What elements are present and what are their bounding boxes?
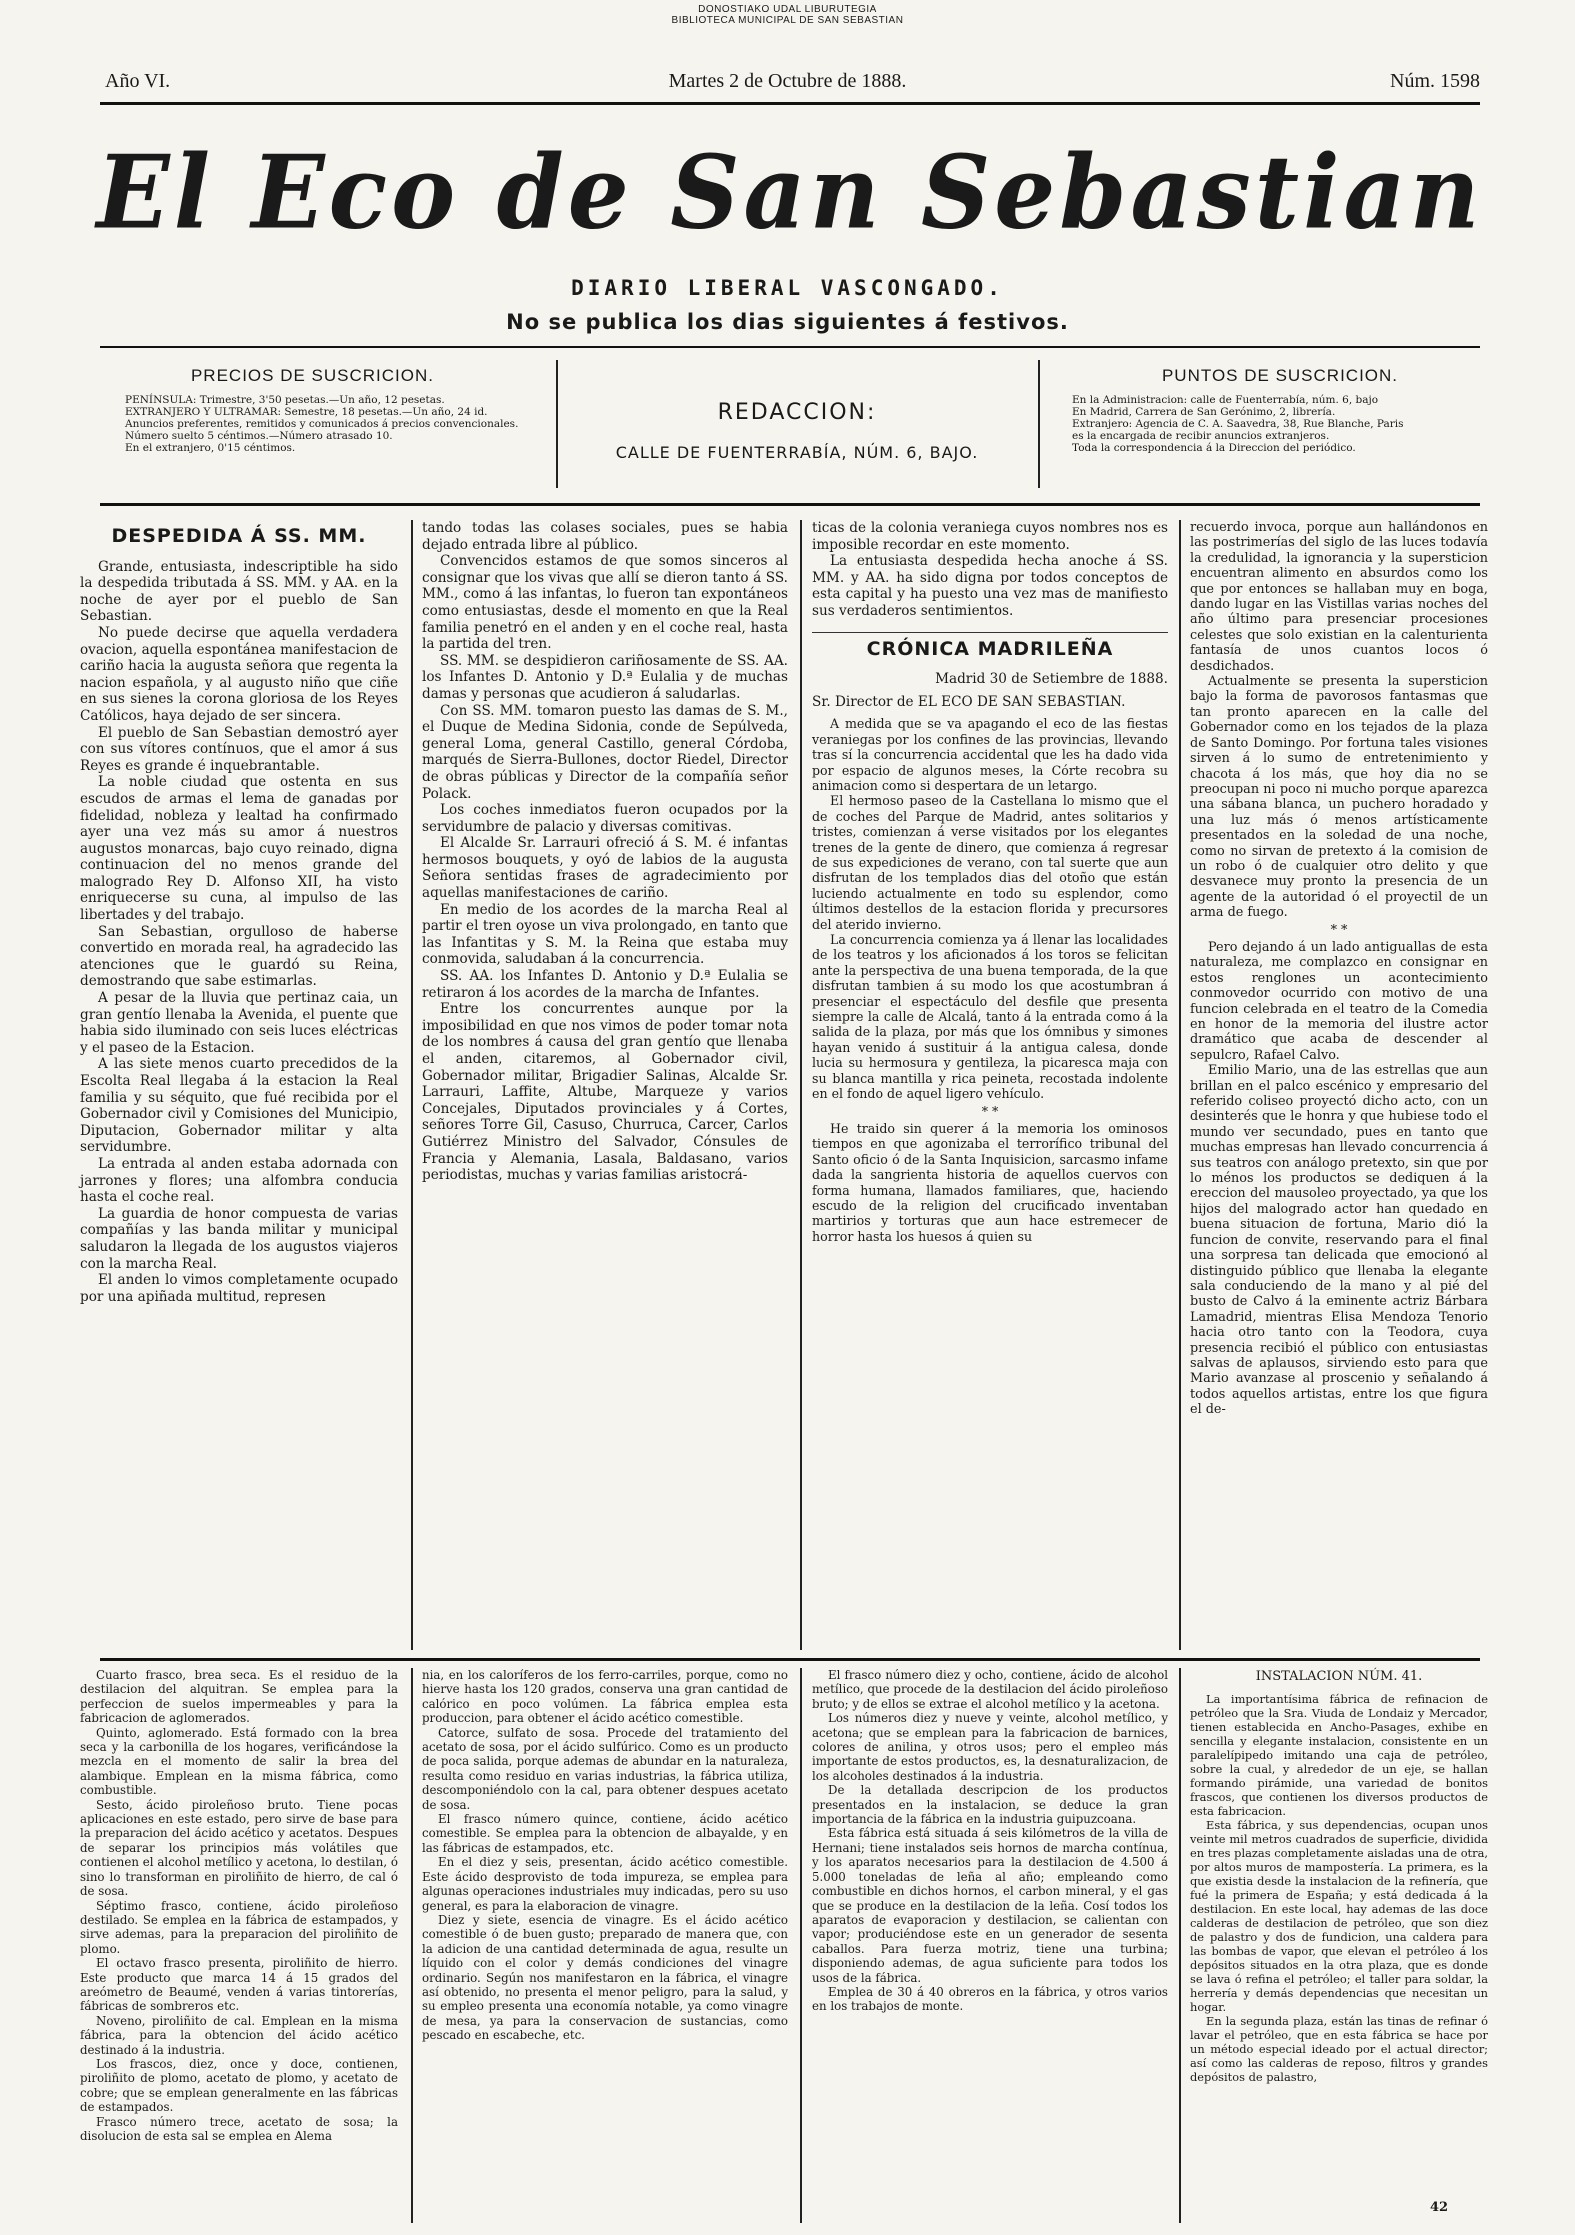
section-separator: * * bbox=[1330, 922, 1348, 938]
paragraph: A pesar de la lluvia que pertinaz caia, un gran gentío llenaba la Avenida, el puente que habia sido iluminado con seis luces eléctricas y el paseo de la Estacion. bbox=[80, 990, 398, 1056]
paragraph: Pero dejando á un lado antiguallas de esta naturaleza, me complazco en consignar en estos renglones un acontecimiento conmovedor ocurrido con motivo de una funcion celebrada en el teatro de la Comedia en honor de la memoria del ilustre actor dramático que acaba de descender al sepulcro, Rafael Calvo. bbox=[1190, 939, 1488, 1063]
paragraph: Los frascos, diez, once y doce, contienen, piroliñito de plomo, acetato de plomo, y acetato de cobre; que se emplean generalmente en las fábricas de estampados. bbox=[80, 2056, 398, 2115]
prices-line: Número suelto 5 céntimos.—Número atrasado 10. bbox=[125, 430, 393, 442]
paragraph: Frasco número trece, acetato de sosa; la disolucion de esta sal se emplea en Alema bbox=[80, 2114, 398, 2143]
column-divider bbox=[800, 520, 802, 1650]
paragraph: En medio de los acordes de la marcha Real al partir el tren oyose un viva prolongado, en tanto que las Infantitas y S. M. la Reina que estaba muy conmovida, saludaban á la concurrencia. bbox=[422, 901, 788, 968]
paragraph: recuerdo invoca, porque aun hallándonos en las postrimerías del siglo de las luces todavía la credulidad, la ignorancia y la supersticion encuentran alimento en absurdos como los que por entonces se hallaban muy en boga, dando lugar en las Vistillas varias noches del año último para presenciar procesiones celestes que solo existian en la calenturienta fantasía de unos cuantos locos ó desdichados. bbox=[1190, 520, 1488, 674]
prices-line: EXTRANJERO Y ULTRAMAR: Semestre, 18 pesetas.—Un año, 24 id. bbox=[125, 406, 488, 418]
redaccion-address: CALLE DE FUENTERRABÍA, NÚM. 6, BAJO. bbox=[615, 443, 979, 462]
points-line: En la Administracion: calle de Fuenterrabía, núm. 6, bajo bbox=[1072, 394, 1379, 406]
paragraph: Grande, entusiasta, indescriptible ha sido la despedida tributada á SS. MM. y AA. en la noche de ayer por el pueblo de San Sebastian. bbox=[80, 558, 398, 625]
paragraph: El pueblo de San Sebastian demostró ayer con sus vítores contínuos, que el amor á sus Reyes es grande é inquebrantable. bbox=[80, 724, 398, 774]
paragraph: Entre los concurrentes aunque por la imposibilidad en que nos vimos de poder tomar nota de los nombres á causa del gran gentío que llenaba el anden, citaremos, al Gobernador civil, Gobernador militar, Brigadier Salinas, Alcalde Sr. Larrauri, Laffite, Altube, Marqueze y varios Concejales, Diputados provinciales y á Cortes, señores Torre Gil, Casuso, Churruca, Carcer, Carlos Gutiérrez Ministro del Salvador, Cónsules de Francia y Alemania, Lasala, Baldasano, varios periodistas, muchas y varias familias aristocrá- bbox=[422, 1001, 788, 1184]
paragraph: La noble ciudad que ostenta en sus escudos de armas el lema de ganadas por fidelidad, nobleza y lealtad ha confirmado ayer una vez más su amor á nuestros augustos monarcas, bajo cuyo reinado, digna continuacion del no menos grande del malogrado Rey D. Alfonso XII, ha visto enriquecerse su cuna, al impulso de las libertades y del trabajo. bbox=[80, 774, 398, 924]
paragraph: Sesto, ácido piroleñoso bruto. Tiene pocas aplicaciones en este estado, pero sirve de base para la preparacion del ácido acético y acetatos. Despues de separar los principios más volátiles que contienen el alcohol metílico y acetona, lo destilan, ó sino lo transforman en piroliñito de hierro, de cal ó de sosa. bbox=[80, 1797, 398, 1899]
prices-line: PENÍNSULA: Trimestre, 3'50 pesetas.—Un año, 12 pesetas. bbox=[125, 394, 445, 406]
stamp-line-2: BIBLIOTECA MUNICIPAL DE SAN SEBASTIAN bbox=[671, 15, 904, 26]
serial-column-4 bbox=[1190, 1668, 1488, 2084]
paragraph: Los números diez y nueve y veinte, alcohol metílico, y acetona; que se emplean para la fabricacion de barnices, colores de anilina, y otros usos; pero el empleo más importante de estos productos, es, la desnaturalizacion, de los alcoholes destinados á la industria. bbox=[812, 1711, 1168, 1783]
paragraph: ticas de la colonia veraniega cuyos nombres nos es imposible recordar en este momento. bbox=[812, 520, 1168, 553]
masthead-title: El Eco de San Sebastian bbox=[96, 133, 1484, 252]
header-rule-top bbox=[100, 102, 1480, 105]
paragraph: Convencidos estamos de que somos sinceros al consignar que los vivas que allí se dieron tanto á SS. MM., como á las infantas, lo fueron tan expontáneos como entusiastas, desde el momento en que la Real familia penetró en el anden y en el coche real, hasta la partida del tren. bbox=[422, 553, 788, 653]
column-divider bbox=[1179, 1668, 1181, 2223]
paragraph: El frasco número diez y ocho, contiene, ácido de alcohol metílico, que procede de la destilacion del ácido piroleñoso bruto; y de ellos se extrae el alcohol metílico y la acetona. bbox=[812, 1668, 1168, 1711]
issue-year: Año VI. bbox=[105, 70, 171, 92]
serial-column-3 bbox=[812, 1668, 1168, 2014]
paragraph: El Alcalde Sr. Larrauri ofreció á S. M. é infantas hermosos bouquets, y oyó de labios de la augusta Señora sentidas frases de agradecimiento por aquellas manifestaciones de cariño. bbox=[422, 835, 788, 902]
prices-line: Anuncios preferentes, remitidos y comunicados á precios convencionales. bbox=[125, 418, 519, 430]
library-stamp bbox=[0, 4, 1575, 26]
paragraph: San Sebastian, orgulloso de haberse convertido en morada real, ha agradecido las atenciones que le guardó su Reina, demostrando que sabe estimarlas. bbox=[80, 923, 398, 990]
paragraph: Noveno, piroliñito de cal. Emplean en la misma fábrica, para la obtencion del ácido acético destinado á la industria. bbox=[80, 2013, 398, 2057]
paragraph: En la segunda plaza, están las tinas de refinar ó lavar el petróleo, que en esta fábrica se hace por un método especial ideado por el actual director; así como las calderas de reposo, filtros y grandes depósitos de palastro, bbox=[1190, 2014, 1488, 2084]
section-separator: * * bbox=[981, 1103, 999, 1119]
paragraph: Emilio Mario, una de las estrellas que aun brillan en el palco escénico y empresario del referido coliseo proyectó dicho acto, con un desinterés que le honra y que hubiese todo el mundo ver secundado, pues en tanto que muchas empresas han llevado concurrencia á sus teatros con análogo pretexto, sin que por lo ménos los productos se dediquen á la ereccion del mausoleo proyectado, ya que los hijos del malogrado actor han quedado en buena situacion de fortuna, Mario dió la funcion de convite, reservando para el final una sorpresa tan delicada que emocionó al distinguido público que llenaba la elegante sala conduciendo de la mano y al pié del busto de Calvo á la eminente actriz Bárbara Lamadrid, mientras Elisa Mendoza Tenorio hacia otro tanto con la Teodora, cuya presencia recibió el público con entusiastas salvas de aplausos, sirviendo esto para que Mario avanzase al proscenio y señalando á todos aquellos artistas, entre los que figura el de- bbox=[1190, 1063, 1488, 1418]
paragraph: El frasco número quince, contiene, ácido acético comestible. Se emplea para la obtencion de albayalde, y en las fábricas de estampados, etc. bbox=[422, 1812, 788, 1855]
paragraph: SS. MM. se despidieron cariñosamente de SS. AA. los Infantes D. Antonio y D.ª Eulalia y de muchas damas y personas que acudieron á saludarlas. bbox=[422, 652, 788, 702]
paragraph: Séptimo frasco, contiene, ácido piroleñoso destilado. Se emplea en la fábrica de estampados, y sirve ademas, para la preparacion del piroliñito de plomo. bbox=[80, 1898, 398, 1956]
subscription-points bbox=[1060, 356, 1500, 492]
footer-rule bbox=[100, 1658, 1480, 1661]
paragraph: La entusiasta despedida hecha anoche á SS. MM. y AA. ha sido digna por todos conceptos de esta capital y ha puesto una vez mas de manifiesto sus verdaderos sentimientos. bbox=[812, 553, 1168, 619]
header-rule-bottom bbox=[100, 346, 1480, 348]
paragraph: Cuarto frasco, brea seca. Es el residuo de la destilacion del alquitran. Se emplea para la perfeccion de suelos impermeables y para la fabricacion de aglomerados. bbox=[80, 1668, 398, 1726]
paragraph: nia, en los caloríferos de los ferro-carriles, porque, como no hierve hasta los 120 grados, conserva una gran cantidad de calórico en poco volúmen. La fábrica emplea esta produccion, para obtener el ácido acético comestible. bbox=[422, 1668, 788, 1726]
paragraph: La concurrencia comienza ya á llenar las localidades de los teatros y los aficionados á los toros se felicitan ante la perspectiva de una buena temporada, de la que disfrutan tambien á su modo los que acostumbran á presenciar el espectáculo del desfile que presenta siempre la calle de Alcalá, tanto á la entrada como á la salida de la plaza, por más que los ómnibus y simones hayan venido á sustituir á la antigua calesa, donde lucia su hermosura y gentileza, la picaresca maja con su blanca mantilla y rica peineta, recostada indolente en el fondo de aquel ligero vehículo. bbox=[812, 932, 1168, 1102]
installation-title: INSTALACION NÚM. 41. bbox=[1255, 1669, 1423, 1684]
column-divider bbox=[411, 1668, 413, 2223]
paragraph: Catorce, sulfato de sosa. Procede del tratamiento del acetato de sosa, por el ácido sulfúrico. Como es un producto de poca salida, porque ademas de abundar en la naturaleza, resulta como residuo en varias industrias, la fábrica utiliza, descomponiéndolo con la cal, para obtener despues acetato de sosa. bbox=[422, 1725, 788, 1812]
article-despedida bbox=[80, 520, 398, 1305]
column-divider bbox=[1179, 520, 1181, 1650]
paragraph: SS. AA. los Infantes D. Antonio y D.ª Eulalia se retiraron á los acordes de la marcha de Infantes. bbox=[422, 968, 788, 1001]
paragraph: La entrada al anden estaba adornada con jarrones y flores; una alfombra conducia hasta el coche real. bbox=[80, 1155, 398, 1206]
paragraph: A medida que se va apagando el eco de las fiestas veraniegas por los confines de las provincias, llevando tras sí la concurrencia accidental que les ha dado vida por espacio de algunos meses, la Córte recobra su animacion como si despertara de un letargo. bbox=[812, 716, 1168, 793]
dedication: Sr. Director de EL ECO DE SAN SEBASTIAN. bbox=[812, 693, 1126, 710]
redaccion-title: REDACCION: bbox=[717, 400, 877, 425]
points-line: Toda la correspondencia á la Direccion del periódico. bbox=[1072, 442, 1356, 454]
column-divider bbox=[411, 520, 413, 1650]
paragraph: tando todas las colases sociales, pues se habia dejado entrada libre al público. bbox=[422, 520, 788, 553]
issue-date: Martes 2 de Octubre de 1888. bbox=[668, 70, 907, 92]
column-divider bbox=[800, 1668, 802, 2223]
article-despedida-cont bbox=[422, 520, 788, 1184]
paragraph: La importantísima fábrica de refinacion de petróleo que la Sra. Viuda de Londaiz y Mercador, tienen establecida en Ancho-Pasages, exhibe en sencilla y elegante instalacion, consistente en un paralelípipedo imitando una caja de petróleo, sobre la cual, y alrededor de un eje, se hallan formando pirámide, una variedad de bonitos frascos, que contienen los diversos productos de esta fabricacion. bbox=[1190, 1692, 1488, 1818]
article-title: DESPEDIDA Á SS. MM. bbox=[111, 525, 367, 547]
paragraph: En el diez y seis, presentan, ácido acético comestible. Este ácido desprovisto de toda impureza, se emplea para algunas operaciones industriales muy indicadas, pero su uso general, es para la elaboracion de vinagre. bbox=[422, 1855, 788, 1913]
masthead-subtitle: DIARIO LIBERAL VASCONGADO. bbox=[571, 276, 1004, 300]
points-line: es la encargada de recibir anuncios extranjeros. bbox=[1072, 430, 1330, 442]
editorial-office bbox=[562, 356, 1032, 492]
paragraph: He traido sin querer á la memoria los ominosos tiempos en que agonizaba el terrorífico tribunal del Santo oficio ó de la Santa Inquisicion, sarcasmo infame dada la sangrienta historia de aquellos cuervos con forma humana, llamados familiares, que, haciendo escudo de la religion del crucificado inventaban martirios y torturas que aun hace estremecer de horror hasta los huesos á quien su bbox=[812, 1120, 1168, 1244]
publication-notice: No se publica los dias siguientes á festivos. bbox=[506, 310, 1069, 334]
serial-column-2 bbox=[422, 1668, 788, 2043]
paragraph: Con SS. MM. tomaron puesto las damas de S. M., el Duque de Medina Sidonia, conde de Sepúlveda, general Loma, general Castillo, general Córdoba, marqués de Sierra-Bullones, doctor Riedel, Director de obras públicas y Director de la compañía señor Polack. bbox=[422, 702, 788, 802]
paragraph: No puede decirse que aquella verdadera ovacion, aquella espontánea manifestacion de cariño hacia la augusta señora que regenta la nacion española, y al augusto niño que ciñe en sus sienes la corona gloriosa de los Reyes Católicos, haya dejado de ser sincera. bbox=[80, 624, 398, 724]
serial-column-1 bbox=[80, 1668, 398, 2143]
paragraph: Emplea de 30 á 40 obreros en la fábrica, y otros varios en los trabajos de monte. bbox=[812, 1984, 1168, 2014]
article-title: CRÓNICA MADRILEÑA bbox=[812, 632, 1168, 658]
box-divider bbox=[1038, 360, 1040, 488]
dateline: Madrid 30 de Setiembre de 1888. bbox=[935, 671, 1168, 688]
paragraph: El octavo frasco presenta, piroliñito de hierro. Este producto que marca 14 á 15 grados del areómetro de Beaumé, venden á varias tintorerías, fábricas de sombreros etc. bbox=[80, 1956, 398, 2014]
subscription-prices bbox=[85, 356, 540, 492]
article-cronica-madrilena bbox=[812, 520, 1168, 1244]
paragraph: El anden lo vimos completamente ocupado por una apiñada multitud, represen bbox=[80, 1272, 398, 1305]
paragraph: El hermoso paseo de la Castellana lo mismo que el de coches del Parque de Madrid, antes solitarios y tristes, comienzan á verse visitados por los elegantes trenes de la gente de dinero, que comienza á regresar de sus expediciones de verano, con tal suerte que aun disfrutan de los templados dias del otoño que están luciendo actualmente en todo su esplendor, como últimos destellos de la estacion florida y precursores del aterido invierno. bbox=[812, 793, 1168, 932]
paragraph: A las siete menos cuarto precedidos de la Escolta Real llegaba á la estacion la Real familia y su séquito, que fué recibida por el Gobernador civil y Comisiones del Municipio, Diputacion, Gobernador militar y alta servidumbre. bbox=[80, 1056, 398, 1156]
article-cronica-cont bbox=[1190, 520, 1488, 1418]
info-rule bbox=[100, 503, 1480, 506]
paragraph: Esta fábrica está situada á seis kilómetros de la villa de Hernani; tiene instalados seis hornos de marcha contínua, y los aparatos necesarios para la destilacion de 4.500 á 5.000 toneladas de leña al año; empleando como combustible en dichos hornos, el carbon mineral, y el gas que se produce en la destilacion de la leña. Cosí todos los aparatos de evaporacion y destilacion, se calientan con vapor; produciéndose este en un generador de sesenta caballos. Para fuerza motriz, tiene una turbina; disponiendo ademas, de agua suficiente para todos los usos de la fábrica. bbox=[812, 1826, 1168, 1985]
paragraph: Esta fábrica, y sus dependencias, ocupan unos veinte mil metros cuadrados de superficie, dividida en tres plazas completamente aisladas una de otra, por altos muros de mampostería. La primera, es la que existia desde la instalacion de la refinería, que fué la primera de España; y está dedicada á la destilacion. En este local, hay ademas de las doce calderas de destilacion de petróleo, que son diez de palastro y dos de fundicion, una caldera para las bombas de vapor, que elevan el petróleo á los depósitos situados en la otra plaza, que es donde se lava ó refina el petróleo; el taller para soldar, la herrería y demás dependencias que necesitan un hogar. bbox=[1190, 1818, 1488, 2014]
paragraph: De la detallada descripcion de los productos presentados en la instalacion, se deduce la gran importancia de la fábrica en la industria guipuzcoana. bbox=[812, 1783, 1168, 1827]
points-line: En Madrid, Carrera de San Gerónimo, 2, librería. bbox=[1072, 406, 1336, 418]
paragraph: Los coches inmediatos fueron ocupados por la servidumbre de palacio y diversas comitivas. bbox=[422, 802, 788, 835]
paragraph: La guardia de honor compuesta de varias compañías y las banda militar y municipal saludaron la llegada de los augustos viajeros con la marcha Real. bbox=[80, 1205, 398, 1272]
issue-number: Núm. 1598 bbox=[1390, 70, 1480, 92]
paragraph: Actualmente se presenta la supersticion bajo la forma de pavorosos fantasmas que tan pronto aparecen en la calle del Gobernador como en los tejados de la plaza de Santo Domingo. Por fortuna tales visiones sirven á lo sumo de entretenimiento y chacota á los más, que hoy dia no se preocupan ni poco ni mucho porque aparezca una sábana blanca, un puchero horadado y una luz más ó menos artísticamente presentados en la soledad de una noche, como no sirvan de pretexto á la comision de un robo ó de cualquier otro delito y que desvanece muy pronto la presencia de un agente de la autoridad ó el proyectil de un arma de fuego. bbox=[1190, 674, 1488, 921]
page-number: 42 bbox=[1430, 2200, 1449, 2215]
prices-title: PRECIOS DE SUSCRICION. bbox=[190, 366, 435, 385]
points-title: PUNTOS DE SUSCRICION. bbox=[1161, 366, 1399, 385]
points-line: Extranjero: Agencia de C. A. Saavedra, 38, Rue Blanche, Paris bbox=[1072, 418, 1404, 430]
box-divider bbox=[556, 360, 558, 488]
prices-line: En el extranjero, 0'15 céntimos. bbox=[125, 442, 296, 454]
stamp-line-1: DONOSTIAKO UDAL LIBURUTEGIA bbox=[698, 4, 877, 15]
paragraph: Quinto, aglomerado. Está formado con la brea seca y la carbonilla de los hogares, verificándose la mezcla en el momento de salir la brea del alambique. Emplean en la misma fábrica, como combustible. bbox=[80, 1725, 398, 1798]
paragraph: Diez y siete, esencia de vinagre. Es el ácido acético comestible ó de buen gusto; preparado de manera que, con la adicion de una cantidad determinada de agua, resulte un líquido con el color y demás condiciones del vinagre ordinario. Según nos manifestaron en la fábrica, el vinagre así obtenido, no presenta el menor peligro, para la salud, y su empleo presenta una economía notable, ya como vinagre de mesa, ya para la conservacion de sustancias, como pescado en escabeche, etc. bbox=[422, 1912, 788, 2043]
